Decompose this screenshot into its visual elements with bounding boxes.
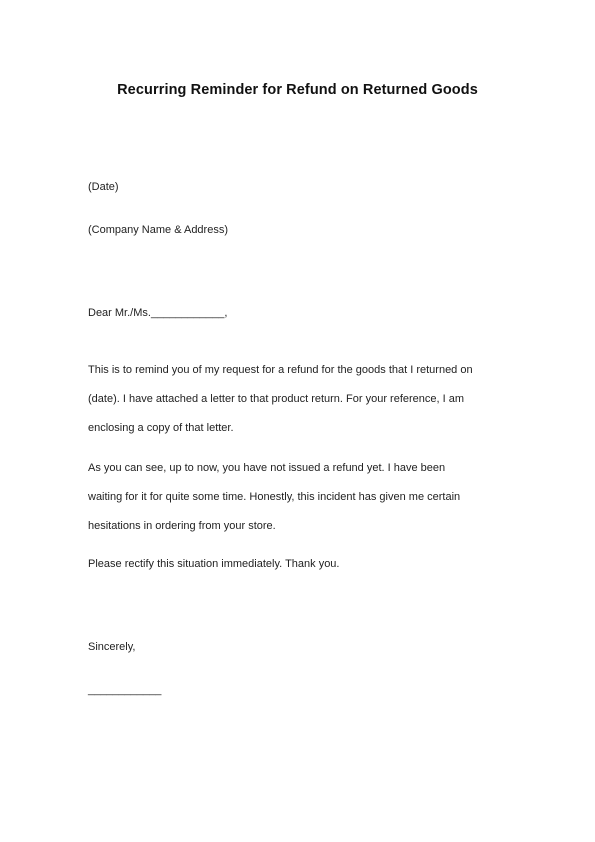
paragraph-line: As you can see, up to now, you have not issued a refund yet. I have been <box>88 462 446 474</box>
paragraph-line: This is to remind you of my request for a refund for the goods that I returned on <box>88 364 473 376</box>
letter-title: Recurring Reminder for Refund on Returned Goods <box>117 82 478 98</box>
company-placeholder: (Company Name & Address) <box>88 224 228 236</box>
paragraph-reminder <box>88 362 508 449</box>
paragraph-request: Please rectify this situation immediately. Thank you. <box>88 558 340 570</box>
paragraph-line: (date). I have attached a letter to that product return. For your reference, I am <box>88 393 465 405</box>
paragraph-line: waiting for it for quite some time. Honestly, this incident has given me certain <box>88 491 461 503</box>
paragraph-status <box>88 460 508 547</box>
closing: Sincerely, <box>88 641 136 653</box>
signature-line: ____________ <box>88 684 162 696</box>
date-placeholder: (Date) <box>88 181 119 193</box>
salutation: Dear Mr./Ms.____________, <box>88 307 228 319</box>
paragraph-line: hesitations in ordering from your store. <box>88 520 276 532</box>
paragraph-line: enclosing a copy of that letter. <box>88 422 234 434</box>
